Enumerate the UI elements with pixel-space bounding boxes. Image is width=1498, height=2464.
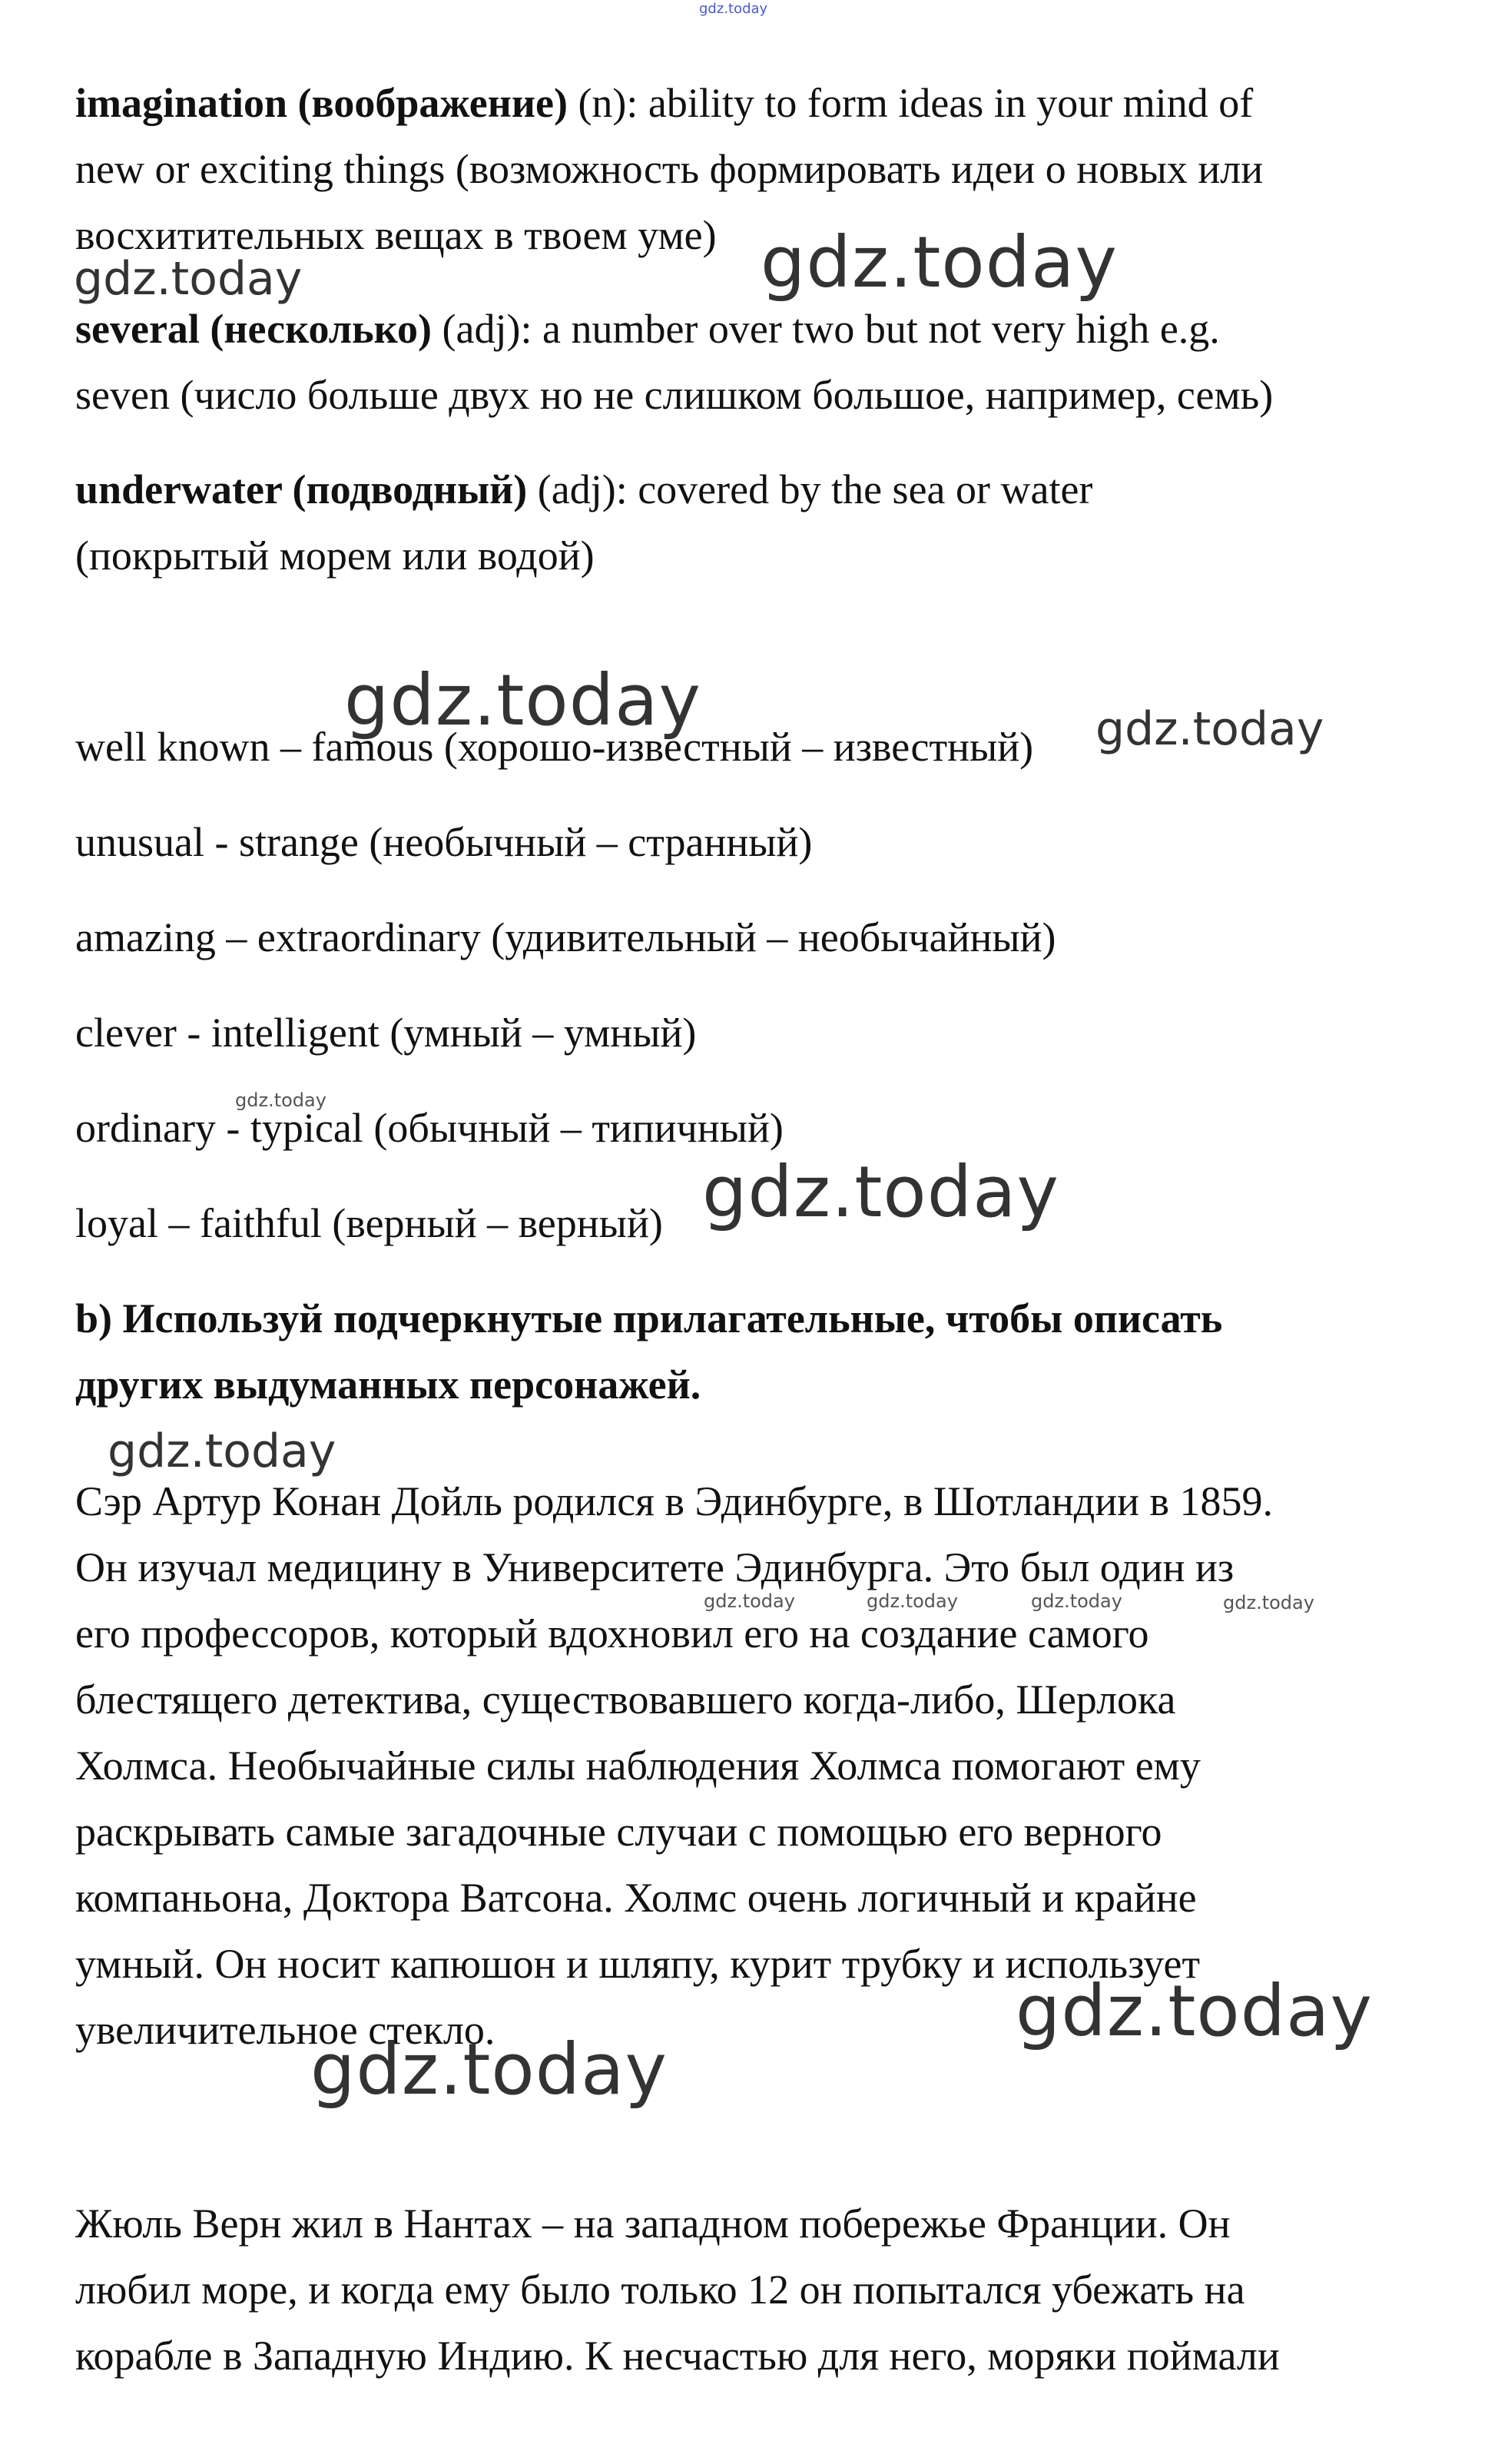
synonym-pair: amazing – extraordinary (удивительный – необычайный) [75,914,1056,960]
watermark: gdz.today [344,659,701,741]
watermark: gdz.today [1016,1970,1373,2052]
synonym-pair: clever - intelligent (умный – умный) [75,1010,697,1056]
definition-underwater-line-2: (покрытый морем или водой) [75,532,595,579]
synonym-pair: well known – famous (хорошо-известный – известный) [75,724,1034,770]
watermark: gdz.today [1031,1590,1122,1612]
watermark: gdz.today [761,221,1118,303]
watermark: gdz.today [1095,702,1324,756]
watermark: gdz.today [74,252,303,306]
paragraph-verne-line: Жюль Верн жил в Нантах – на западном побережье Франции. Он [75,2200,1231,2247]
task-b-heading-line-2: других выдуманных персонажей. [75,1361,701,1408]
term-underwater: underwater (подводный) [75,466,528,512]
task-b-heading-line-1: b) Используй подчеркнутые прилагательные, чтобы описать [75,1295,1223,1341]
watermark: gdz.today [1223,1592,1314,1613]
watermark: gdz.today [699,1,768,17]
paragraph-doyle-line: компаньона, Доктора Ватсона. Холмс очень логичный и крайне [75,1875,1197,1921]
watermark: gdz.today [704,1590,795,1612]
paragraph-doyle-line: Холмса. Необычайные силы наблюдения Холмса помогают ему [75,1743,1201,1789]
term-imagination: imagination (воображение) [75,80,568,126]
paragraph-doyle-line: Он изучал медицину в Университете Эдинбурга. Это был один из [75,1544,1235,1590]
definition-several-line-1 [75,304,1220,353]
term-several: several (несколько) [75,306,432,352]
watermark: gdz.today [235,1089,326,1111]
definition-imagination-line-1 [75,78,1253,128]
definition-text: (adj): covered by the sea or water [527,466,1093,512]
paragraph-doyle-line: увеличительное стекло. [75,2007,495,2053]
watermark: gdz.today [310,2028,668,2111]
watermark: gdz.today [702,1151,1059,1233]
paragraph-doyle-line: раскрывать самые загадочные случаи с помощью его верного [75,1809,1162,1855]
definition-several-line-2: seven (число больше двух но не слишком большое, например, семь) [75,372,1274,418]
synonym-pair: loyal – faithful (верный – верный) [75,1200,663,1246]
paragraph-doyle-line: Сэр Артур Конан Дойль родился в Эдинбурге, в Шотландии в 1859. [75,1478,1273,1524]
paragraph-doyle-line: его профессоров, который вдохновил его на создание самого [75,1610,1149,1656]
paragraph-doyle-line: блестящего детектива, существовавшего когда-либо, Шерлока [75,1676,1176,1723]
watermark: gdz.today [867,1590,958,1612]
definition-imagination-line-3: восхитительных вещах в твоем уме) [75,212,717,258]
synonym-pair: ordinary - typical (обычный – типичный) [75,1105,784,1151]
paragraph-verne-line: любил море, и когда ему было только 12 он попытался убежать на [75,2267,1245,2313]
definition-underwater-line-1 [75,465,1092,514]
definition-text: (n): ability to form ideas in your mind of [567,80,1254,126]
definition-imagination-line-2: new or exciting things (возможность формировать идеи о новых или [75,146,1264,192]
paragraph-verne-line: корабле в Западную Индию. К несчастью для него, моряки поймали [75,2333,1280,2379]
definition-text: (adj): a number over two but not very high e.g. [432,306,1220,352]
paragraph-doyle-line: умный. Он носит капюшон и шляпу, курит трубку и использует [75,1941,1201,1987]
synonym-pair: unusual - strange (необычный – странный) [75,819,813,865]
watermark: gdz.today [108,1424,336,1478]
